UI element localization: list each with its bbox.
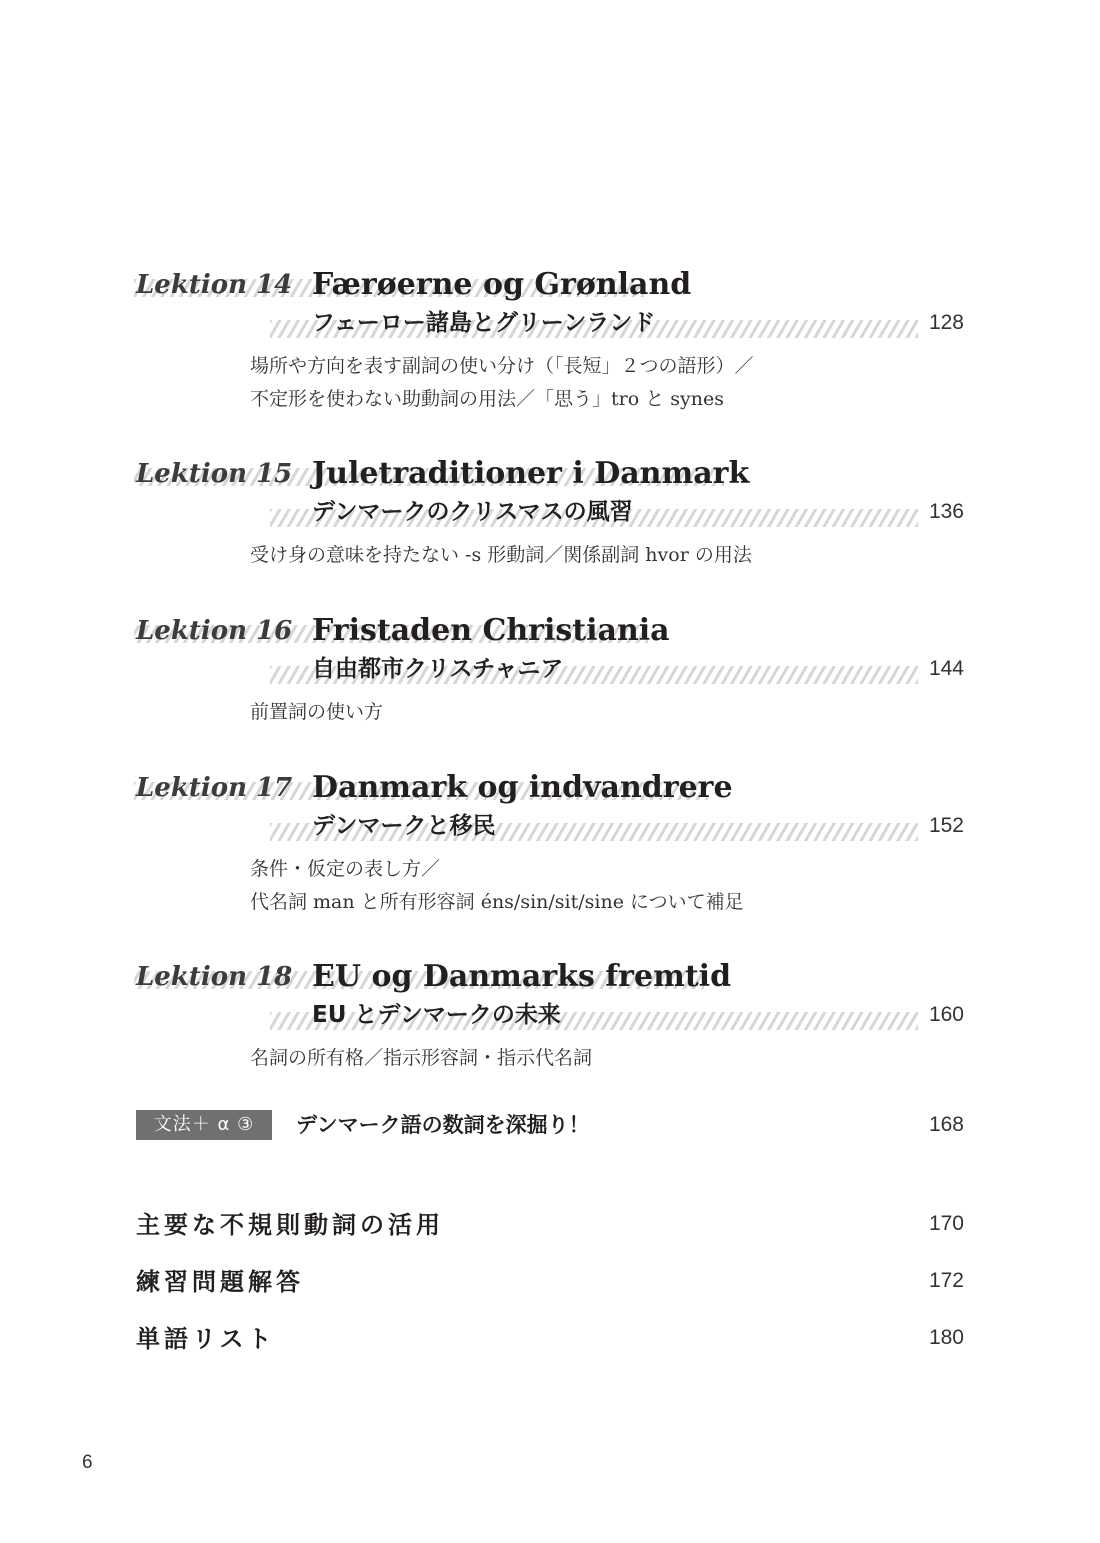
grammar-plus-title: デンマーク語の数詞を深掘り！ [296, 1113, 590, 1137]
page-number: 128 [928, 311, 964, 334]
folio-page-number: 6 [82, 1452, 93, 1473]
lesson-description [250, 350, 754, 416]
appendix-entry[interactable] [0, 1262, 1100, 1302]
lesson-title-danish: Fristaden Christiania [312, 613, 670, 648]
lesson-description [250, 853, 744, 919]
grammar-plus-badge: 文法＋ α ③ [136, 1110, 272, 1140]
lesson-title-japanese: デンマークと移民 [312, 813, 496, 839]
lesson-label: Lektion 16 [136, 616, 293, 646]
appendix-entry[interactable] [0, 1205, 1100, 1245]
lesson-title-japanese: デンマークのクリスマスの風習 [312, 499, 633, 525]
lesson-label: Lektion 18 [136, 962, 293, 992]
lesson-title-japanese: フェーロー諸島とグリーンランド [312, 310, 656, 336]
appendix-entry[interactable] [0, 1319, 1100, 1359]
page-number: 136 [928, 500, 964, 523]
lesson-title-japanese: 自由都市クリスチャニア [312, 656, 564, 682]
lesson-description [250, 696, 383, 729]
appendix-title: 単語リスト [136, 1325, 276, 1353]
lesson-description [250, 1042, 592, 1075]
page-number: 144 [928, 657, 964, 680]
grammar-plus-entry[interactable] [0, 1105, 1100, 1145]
lesson-label: Lektion 14 [136, 270, 293, 300]
appendix-title: 練習問題解答 [136, 1268, 304, 1296]
page-number: 170 [928, 1212, 964, 1235]
page-number: 168 [928, 1113, 964, 1136]
lesson-title-danish: Færøerne og Grønland [312, 267, 692, 302]
lesson-title-danish: Juletraditioner i Danmark [312, 456, 750, 491]
page-number: 172 [928, 1269, 964, 1292]
page-number: 160 [928, 1003, 964, 1026]
lesson-description [250, 539, 752, 572]
lesson-title-danish: Danmark og indvandrere [312, 770, 733, 805]
description-line: 代名詞 man と所有形容詞 éns/sin/sit/sine について補足 [250, 891, 744, 913]
lesson-label: Lektion 15 [136, 459, 293, 489]
description-line: 前置詞の使い方 [250, 701, 384, 723]
description-line: 名詞の所有格／指示形容詞・指示代名詞 [250, 1047, 593, 1069]
description-line: 条件・仮定の表し方／ [250, 858, 441, 880]
description-line: 場所や方向を表す副詞の使い分け（「長短」２つの語形）／ [250, 355, 754, 377]
page-number: 180 [928, 1326, 964, 1349]
appendix-title: 主要な不規則動詞の活用 [136, 1211, 444, 1239]
lesson-title-danish: EU og Danmarks fremtid [312, 959, 732, 994]
lesson-title-japanese: EU とデンマークの未来 [312, 1002, 561, 1028]
description-line: 不定形を使わない助動詞の用法／「思う」tro と synes [250, 388, 724, 410]
description-line: 受け身の意味を持たない -s 形動詞／関係副詞 hvor の用法 [250, 544, 752, 566]
page-number: 152 [928, 814, 964, 837]
lesson-label: Lektion 17 [136, 773, 293, 803]
